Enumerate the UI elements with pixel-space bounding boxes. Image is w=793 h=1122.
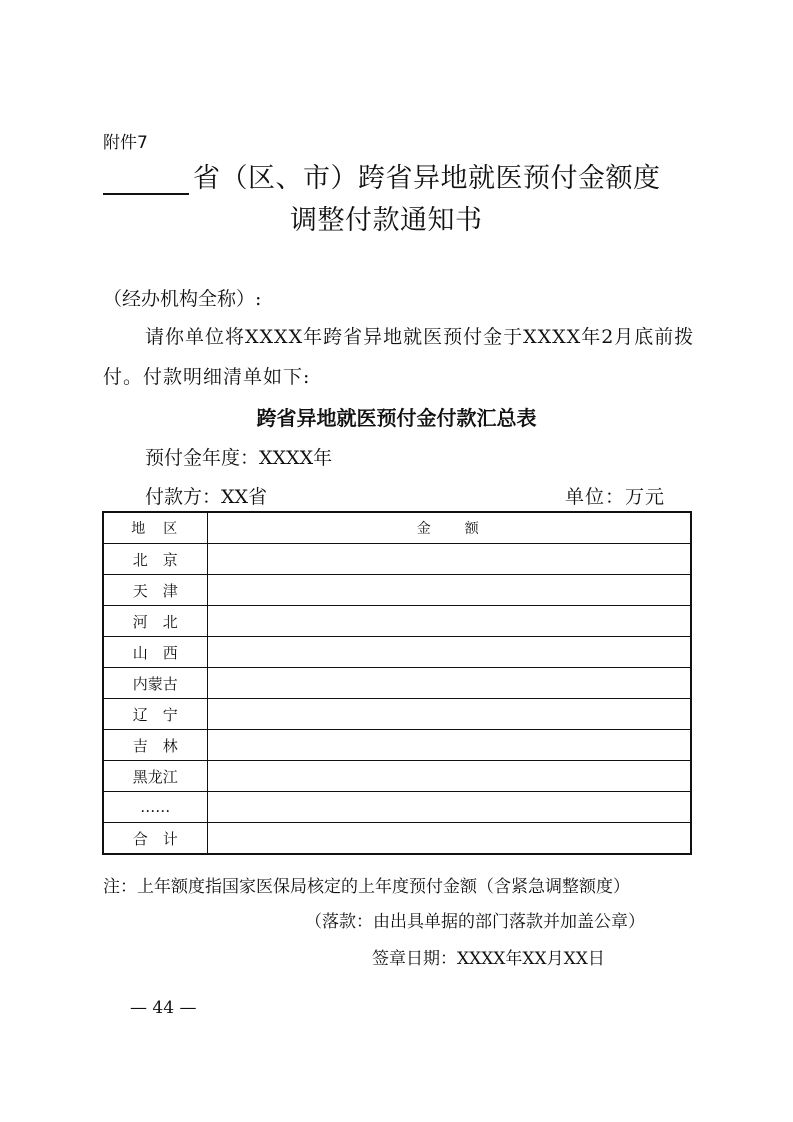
amount-cell[interactable] bbox=[207, 544, 691, 575]
amount-cell[interactable] bbox=[207, 668, 691, 699]
amount-cell[interactable] bbox=[207, 730, 691, 761]
document-title-line2: 调整付款通知书 bbox=[290, 205, 483, 236]
table-row bbox=[103, 544, 691, 575]
footnote: 注：上年额度指国家医保局核定的上年度预付金额（含紧急调整额度） bbox=[103, 877, 630, 897]
payment-summary-table bbox=[102, 511, 692, 855]
region-cell: 黑龙江 bbox=[103, 761, 207, 792]
page-number: — 44 — bbox=[130, 998, 197, 1018]
table-row bbox=[103, 792, 691, 823]
region-cell: 内蒙古 bbox=[103, 668, 207, 699]
header-amount: 金 额 bbox=[207, 512, 691, 544]
amount-cell[interactable] bbox=[207, 823, 691, 855]
amount-cell[interactable] bbox=[207, 761, 691, 792]
body-paragraph-2: 付。付款明细清单如下: bbox=[103, 366, 311, 388]
region-cell: 天 津 bbox=[103, 575, 207, 606]
table-title: 跨省异地就医预付金付款汇总表 bbox=[256, 406, 537, 430]
document-title-line1 bbox=[103, 156, 661, 195]
payer: 付款方：XX省 bbox=[145, 486, 268, 508]
region-cell: …… bbox=[103, 792, 207, 823]
table-row bbox=[103, 761, 691, 792]
region-cell: 山 西 bbox=[103, 637, 207, 668]
region-cell: 吉 林 bbox=[103, 730, 207, 761]
table-row bbox=[103, 575, 691, 606]
amount-cell[interactable] bbox=[207, 606, 691, 637]
amount-cell[interactable] bbox=[207, 637, 691, 668]
sign-date: 签章日期：XXXX年XX月XX日 bbox=[372, 949, 605, 969]
amount-cell[interactable] bbox=[207, 575, 691, 606]
region-cell: 北 京 bbox=[103, 544, 207, 575]
table-row bbox=[103, 730, 691, 761]
amount-cell[interactable] bbox=[207, 699, 691, 730]
region-cell: 辽 宁 bbox=[103, 699, 207, 730]
attachment-label: 附件7 bbox=[103, 133, 148, 153]
province-blank-field bbox=[103, 165, 189, 195]
header-region: 地 区 bbox=[103, 512, 207, 544]
table-row bbox=[103, 823, 691, 855]
table-row bbox=[103, 606, 691, 637]
title-line1-text: 省（区、市）跨省异地就医预付金额度 bbox=[193, 163, 661, 194]
amount-cell[interactable] bbox=[207, 792, 691, 823]
table-row bbox=[103, 668, 691, 699]
table-row bbox=[103, 637, 691, 668]
agency-name: （经办机构全称）: bbox=[103, 288, 262, 310]
body-paragraph-1: 请你单位将XXXX年跨省异地就医预付金于XXXX年2月底前拨 bbox=[145, 326, 695, 348]
region-cell: 合 计 bbox=[103, 823, 207, 855]
stamp-note: （落款：由出具单据的部门落款并加盖公章） bbox=[305, 912, 645, 932]
table-header-row bbox=[103, 512, 691, 544]
region-cell: 河 北 bbox=[103, 606, 207, 637]
table-row bbox=[103, 699, 691, 730]
prepay-year: 预付金年度：XXXX年 bbox=[145, 447, 333, 469]
unit-label: 单位：万元 bbox=[565, 486, 666, 508]
